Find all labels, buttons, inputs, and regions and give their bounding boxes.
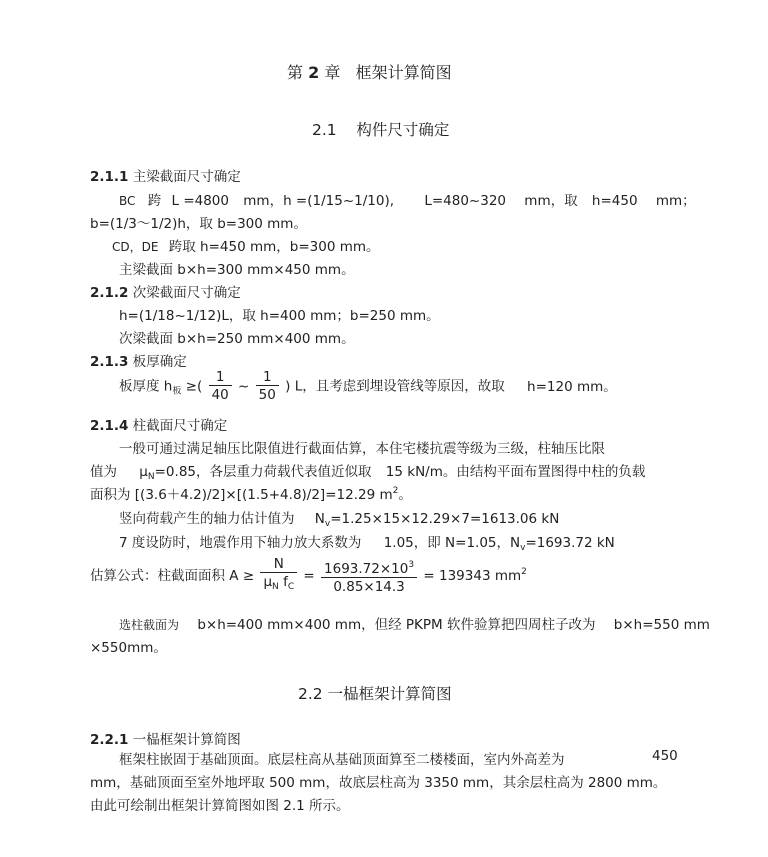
fraction-n-over-mu-fc: [260, 556, 297, 596]
section-title: 构件尺寸确定: [356, 121, 450, 139]
axial-force-line: [119, 507, 559, 529]
text-span: = 139343 mm: [423, 568, 522, 584]
subsection-number: 2.2.1: [90, 732, 129, 748]
text-span: 2: [392, 486, 399, 496]
text-span: [260, 573, 297, 596]
text-span: 1: [256, 369, 279, 386]
text-span: mm，h =(1/15~1/10),: [243, 193, 395, 209]
chapter-prefix: 第: [287, 63, 304, 82]
text-span: v: [324, 519, 331, 529]
subsection-number: 2.1.4: [90, 418, 129, 434]
subsection-number: 2.1.2: [90, 285, 129, 301]
text-span: 竖向荷载产生的轴力估计值为: [119, 511, 295, 527]
chapter-name: 框架计算简图: [355, 63, 452, 82]
text-span: 。: [398, 487, 412, 503]
text-span: 1693.72×10: [324, 560, 409, 577]
subsection-title: 主梁截面尺寸确定: [132, 169, 241, 185]
chapter-suffix: 章: [324, 63, 341, 82]
text-span: L=480~320: [424, 193, 506, 209]
section-2-1-heading: [312, 118, 449, 140]
beam-bc-line: [119, 189, 696, 209]
text-span: 3: [408, 559, 415, 570]
text-span: v: [520, 543, 526, 553]
text-span: ~: [238, 378, 250, 395]
text-span: mm，取: [524, 193, 578, 209]
text-span: 50: [258, 387, 276, 403]
column-para-line-3: [90, 483, 412, 503]
text-span: 2: [521, 567, 527, 577]
slab-thickness-formula: [119, 369, 617, 404]
subsection-2-1-1-heading: [90, 165, 241, 185]
secondary-beam-line: h=(1/18~1/12)L，取 h=400 mm；b=250 mm。: [119, 308, 440, 324]
subsection-2-2-1-heading: [90, 728, 241, 748]
frame-para-line-2: mm，基础顶面至室外地坪取 500 mm，故底层柱高为 3350 mm，其余层柱高为 2800 mm。: [90, 775, 667, 791]
text-span: mm；: [655, 193, 696, 209]
section-number: 2.1: [312, 121, 337, 139]
text-span: =1.25×15×12.29×7=1613.06 kN: [330, 511, 560, 527]
subsection-title: 板厚确定: [132, 354, 187, 370]
text-span: ) L，且考虑到埋设管线等原因，故取: [285, 378, 505, 395]
text-span: CD，DE: [112, 240, 159, 254]
text-span: μ: [263, 574, 273, 590]
text-span: L =4800: [171, 193, 229, 209]
subsection-number: 2.1.1: [90, 169, 129, 185]
column-selection-line-2: ×550mm。: [90, 640, 167, 656]
text-span: 15 kN/m。由结构平面布置图得中柱的负载: [385, 464, 646, 480]
section-number: 2.2: [298, 685, 323, 703]
estimation-formula: [90, 556, 527, 596]
text-span: 估算公式：柱截面面积 A ≥: [90, 568, 255, 584]
subsection-2-1-2-heading: [90, 281, 241, 301]
text-span: 跨取 h=450 mm，b=300 mm。: [168, 239, 380, 255]
column-para-line-1: 一般可通过满足轴压比限值进行截面估算，本住宅楼抗震等级为三级，柱轴压比限: [119, 441, 605, 457]
frame-para-line-1: [119, 748, 679, 768]
seismic-factor-line: [119, 531, 615, 553]
secondary-beam-section: 次梁截面 b×h=250 mm×400 mm。: [119, 331, 355, 347]
text-span: ≥(: [185, 378, 203, 395]
section-title: 一榀框架计算简图: [327, 685, 452, 703]
text-span: BC: [119, 194, 136, 208]
subsection-number: 2.1.3: [90, 354, 129, 370]
section-2-2-heading: [298, 682, 452, 704]
text-span: 板厚度 h: [119, 378, 173, 395]
text-span: =: [303, 568, 315, 584]
text-span: 板: [172, 386, 182, 397]
column-para-line-2: [90, 460, 645, 482]
subsection-title: 柱截面尺寸确定: [132, 418, 228, 434]
fraction-one-fiftieth: [256, 369, 279, 404]
text-span: N: [147, 472, 155, 482]
text-span: 面积为 [(3.6＋4.2)/2]×[(1.5+4.8)/2]=12.29 m: [90, 487, 393, 503]
fraction-one-fortieth: [209, 369, 232, 404]
text-span: h=120 mm。: [527, 378, 617, 395]
text-span: 值为: [90, 464, 117, 480]
text-span: N: [314, 511, 325, 527]
column-selection-line-1: [119, 613, 710, 633]
text-span: 跨: [147, 193, 162, 209]
text-span: 450: [652, 748, 678, 764]
text-span: f: [283, 574, 288, 590]
chapter-title: [287, 60, 452, 83]
text-span: h=450: [591, 193, 638, 209]
beam-width-line: b=(1/3～1/2)h，取 b=300 mm。: [90, 216, 307, 232]
text-span: 框架柱嵌固于基础顶面。底层柱高从基础顶面算至二楼楼面，室内外高差为: [119, 752, 565, 768]
main-beam-section: 主梁截面 b×h=300 mm×450 mm。: [119, 262, 355, 278]
text-span: 1.05，即 N=1.05，N: [383, 535, 521, 551]
subsection-2-1-4-heading: [90, 414, 227, 434]
subsection-title: 一榀框架计算简图: [132, 732, 241, 748]
text-span: C: [287, 582, 295, 592]
text-span: N: [272, 582, 279, 592]
text-span: 1: [209, 369, 232, 386]
beam-cd-line: [112, 235, 380, 255]
text-span: μ: [139, 464, 148, 480]
text-span: 0.85×14.3: [333, 578, 405, 595]
text-span: b×h=550 mm: [613, 617, 710, 633]
subsection-title: 次梁截面尺寸确定: [132, 285, 241, 301]
frame-para-line-3: 由此可绘制出框架计算简图如图 2.1 所示。: [90, 798, 350, 814]
text-span: N: [260, 556, 297, 573]
text-span: 选柱截面为: [119, 618, 180, 632]
text-span: =1693.72 kN: [525, 535, 615, 551]
text-span: =0.85，各层重力荷载代表值近似取: [154, 464, 372, 480]
text-span: 7 度设防时，地震作用下轴力放大系数为: [119, 535, 362, 551]
text-span: 40: [211, 387, 229, 403]
text-span: b×h=400 mm×400 mm，但经 PKPM 软件验算把四周柱子改为: [197, 617, 596, 633]
subsection-2-1-3-heading: [90, 350, 187, 370]
fraction-numeric: [321, 557, 417, 596]
text-span: [321, 557, 417, 578]
chapter-number: 2: [308, 63, 320, 82]
